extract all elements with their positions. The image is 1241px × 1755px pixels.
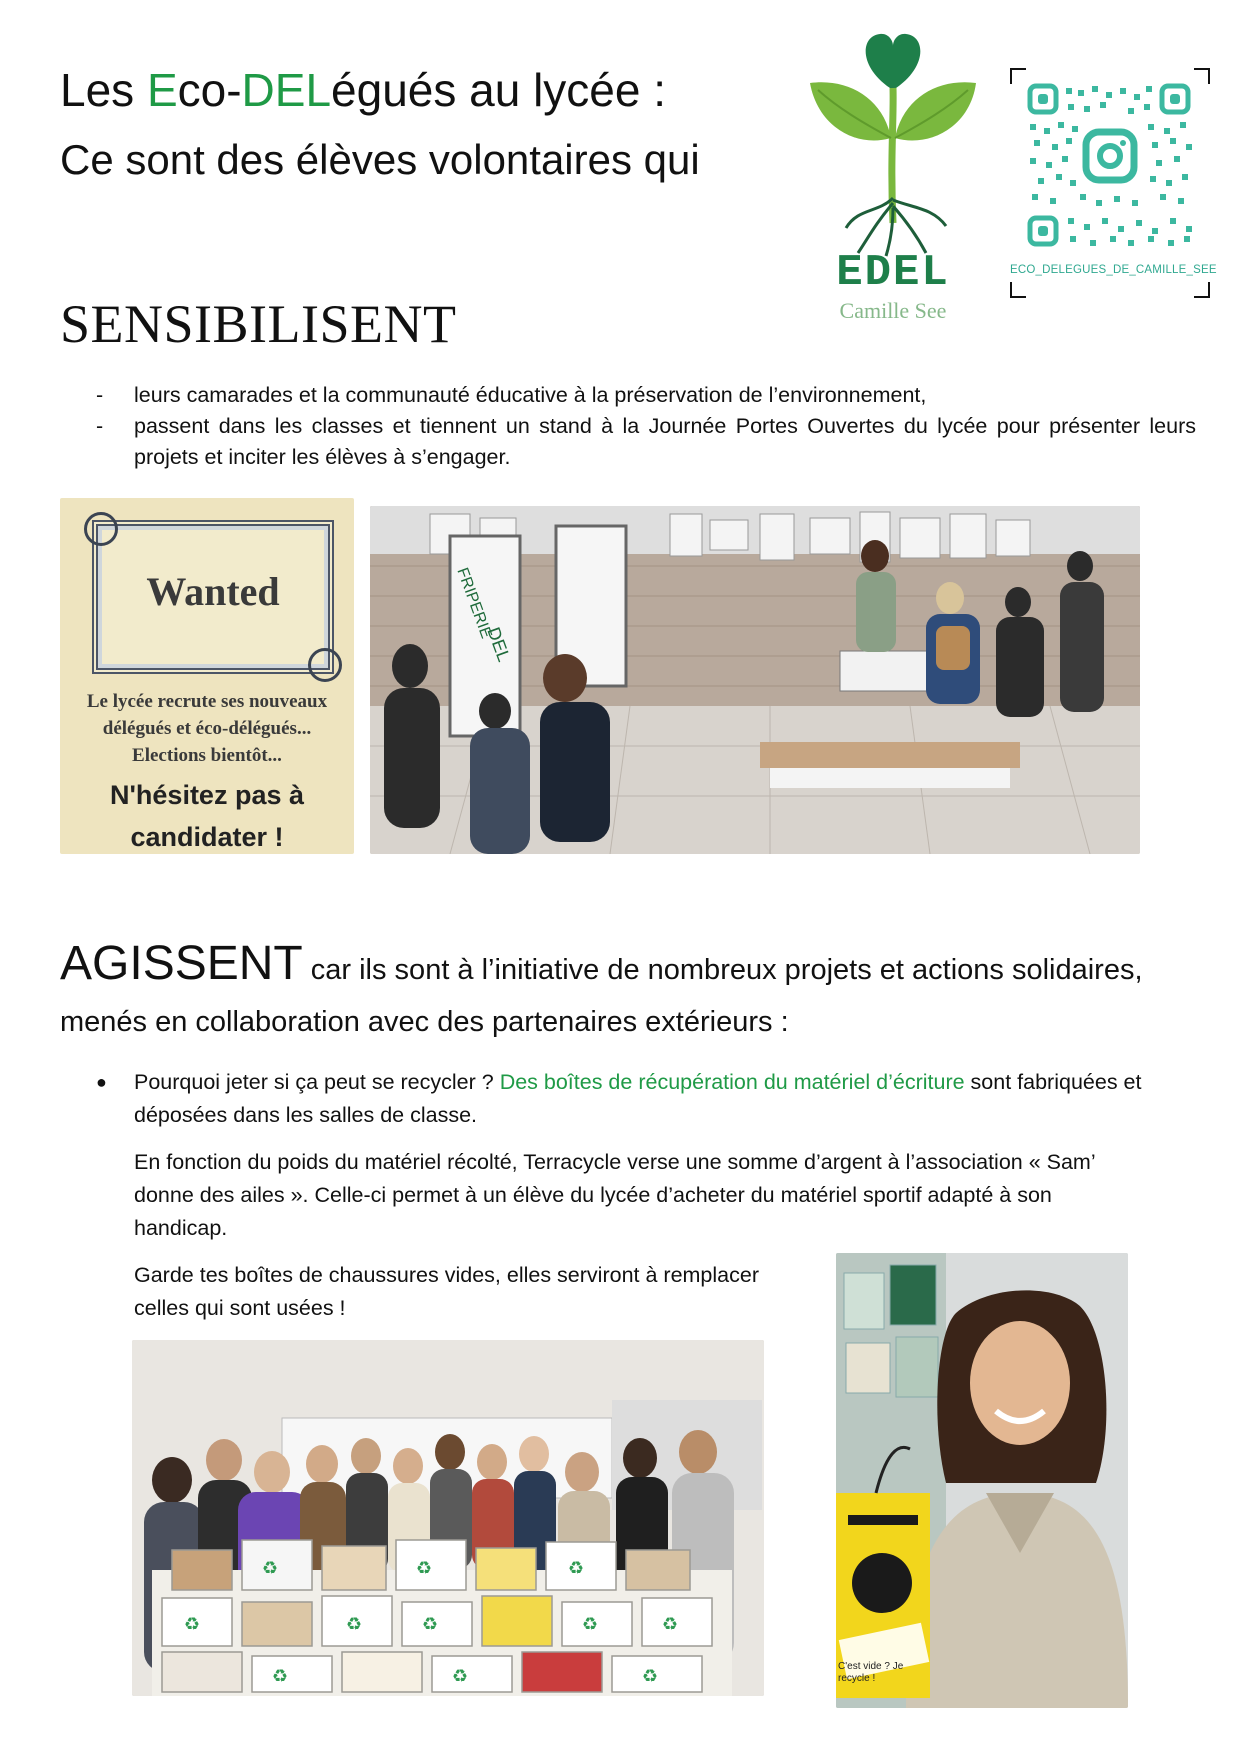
edel-logo [798,28,988,328]
qr-caption: ECO_DELEGUES_DE_CAMILLE_SEE [1010,264,1217,276]
poster-line-5: candidater ! [130,822,284,852]
bullet-highlight: Des boîtes de récupération du matériel d’écriture [499,1070,965,1094]
svg-text:♻: ♻ [346,1614,363,1635]
bullet-suffix: sont fabriquées et déposées dans les salles de classe. [134,1070,1142,1127]
poster-call-to-action [60,774,354,854]
box-note: C'est vide ? Je recycle ! [838,1661,904,1684]
recycling-boxes-group-photo [132,1340,764,1696]
title-co: co- [177,64,242,116]
sensibilisent-list [96,380,1196,473]
poster-wanted-text: Wanted [146,569,280,614]
title-e: E [146,64,178,116]
bullet-prefix: Pourquoi jeter si ça peut se recycler ? [134,1070,500,1094]
svg-text:♻: ♻ [662,1614,679,1635]
poster-line-3: Elections bientôt... [132,745,282,766]
open-day-stand-photo [370,506,1140,854]
svg-text:♻: ♻ [184,1614,201,1635]
student-scene-illustration [836,1253,1128,1708]
student-with-box-photo [836,1253,1128,1708]
svg-text:♻: ♻ [582,1614,599,1635]
poster-text-block [60,688,354,769]
svg-text:♻: ♻ [568,1558,585,1579]
svg-text:♻: ♻ [262,1558,279,1579]
svg-text:♻: ♻ [642,1666,659,1687]
shoe-box-line-2: celles qui sont usées ! [134,1296,346,1320]
title-suffix: égués au lycée : [331,64,667,116]
poster-line-1: Le lycée recrute ses nouveaux [86,691,328,712]
svg-text:♻: ♻ [272,1666,289,1687]
svg-text:♻: ♻ [416,1558,433,1579]
qr-pattern-icon [1010,68,1210,258]
wanted-poster-image [60,498,354,854]
page-subtitle: Ce sont des élèves volontaires qui [60,136,700,183]
bullet-text [134,1066,1146,1132]
title-prefix: Les [60,64,147,116]
instagram-qr-code[interactable] [1010,68,1217,298]
heading-sensibilisent: SENSIBILISENT [60,294,457,354]
terracycle-paragraph: En fonction du poids du matériel récolté, Terracycle verse une somme d’argent à l’association « Sam’ donne des ailes ». Celle-ci permet à un élève du lycée d’acheter du matériel sportif adapté à son handicap. [134,1150,1095,1240]
sprout-heart-icon [798,28,988,258]
list-item [96,1066,1146,1132]
svg-text:♻: ♻ [452,1666,469,1687]
ornate-frame [92,520,334,674]
group-scene-illustration [132,1340,764,1696]
svg-text:♻: ♻ [422,1614,439,1635]
shoe-box-line-1: Garde tes boîtes de chaussures vides, elles serviront à remplacer [134,1263,759,1287]
title-del: DEL [241,64,332,116]
list-item: - passent dans les classes et tiennent un stand à la Journée Portes Ouvertes du lycée pour présenter leurs projets et inciter les élèves à s’engager. [96,414,1196,469]
poster-line-2: délégués et éco-délégués... [102,718,312,739]
page-title [60,62,666,118]
heading-agissent: AGISSENT [60,937,303,990]
list-item: - leurs camarades et la communauté éducative à la préservation de l’environnement, [96,383,927,407]
edel-subtitle: Camille See [839,298,947,323]
stand-scene-illustration [370,506,1140,854]
board-label: FRIPERIE [453,565,495,641]
agissent-subline: menés en collaboration avec des partenaires extérieurs : [60,1006,789,1038]
poster-line-4: N'hésitez pas à [110,780,304,810]
board-label-2: DEL [483,624,515,665]
agissent-heading-line [60,936,1210,991]
bullet-icon: ● [96,1072,107,1092]
edel-wordmark: EDEL [836,248,950,298]
agissent-heading-rest: car ils sont à l’initiative de nombreux projets et actions solidaires, [302,954,1143,986]
